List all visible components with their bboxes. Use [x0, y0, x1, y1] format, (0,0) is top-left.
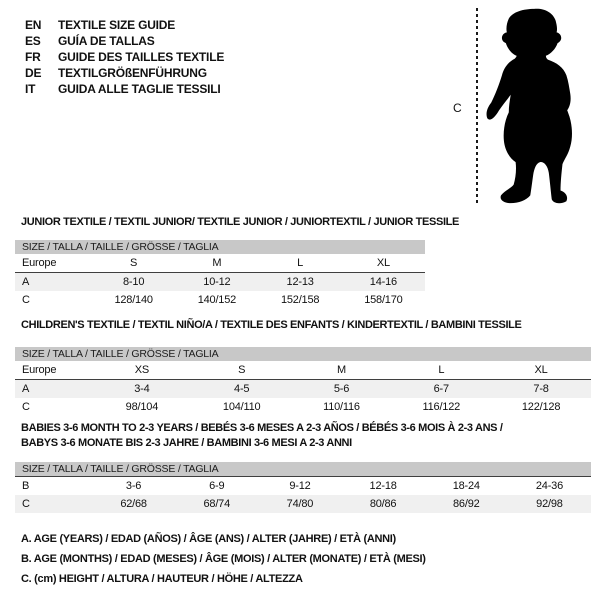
value-cell: 92/98	[536, 498, 563, 510]
value-cell: 4-5	[234, 383, 250, 395]
row-label: C	[22, 294, 30, 306]
language-code: IT	[25, 82, 36, 96]
value-cell: 9-12	[289, 480, 311, 492]
value-cell: 12-18	[369, 480, 397, 492]
table-row-height	[15, 495, 591, 513]
language-list	[25, 17, 224, 97]
children-table-title: CHILDREN'S TEXTILE / TEXTIL NIÑO/A / TEXTILE DES ENFANTS / KINDERTEXTIL / BAMBINI TESSILE	[21, 319, 522, 331]
language-row-de	[25, 65, 224, 81]
junior-table-title: JUNIOR TEXTILE / TEXTIL JUNIOR/ TEXTILE JUNIOR / JUNIORTEXTIL / JUNIOR TESSILE	[21, 216, 460, 228]
size-header-bar: SIZE / TALLA / TAILLE / GRÖSSE / TAGLIA	[15, 347, 591, 361]
value-cell: 14-16	[369, 276, 397, 288]
table-row-age	[15, 273, 425, 291]
guide-title-en: TEXTILE SIZE GUIDE	[58, 18, 176, 32]
guide-title-it: GUIDA ALLE TAGLIE TESSILI	[58, 82, 221, 96]
table-row-europe	[15, 361, 591, 380]
table-row-age-months	[15, 477, 591, 495]
height-measure-label: C	[453, 101, 462, 115]
value-cell: 3-6	[125, 480, 142, 492]
size-cell: S	[238, 364, 246, 376]
row-label: A	[22, 383, 30, 395]
value-cell: 7-8	[533, 383, 549, 395]
language-row-fr	[25, 49, 224, 65]
value-cell: 98/104	[125, 401, 159, 413]
value-cell: 80/86	[369, 498, 397, 510]
babies-table-title-line2: BABYS 3-6 MONATE BIS 2-3 JAHRE / BAMBINI 3-6 MESI A 2-3 ANNI	[21, 437, 352, 449]
height-measure-dotted-line	[476, 8, 478, 205]
value-cell: 116/122	[422, 401, 461, 413]
language-row-it	[25, 81, 224, 97]
baby-silhouette-icon	[482, 5, 600, 210]
value-cell: 12-13	[286, 276, 314, 288]
babies-size-table	[15, 462, 591, 513]
value-cell: 140/152	[197, 294, 237, 306]
size-cell: L	[438, 364, 445, 376]
language-row-en	[25, 17, 224, 33]
value-cell: 24-36	[535, 480, 564, 492]
footnote-b: B. AGE (MONTHS) / EDAD (MESES) / ÂGE (MOIS) / ALTER (MONATE) / ETÀ (MESI)	[21, 553, 426, 565]
value-cell: 110/116	[323, 401, 360, 413]
table-row-height	[15, 291, 425, 309]
value-cell: 8-10	[123, 276, 145, 288]
value-cell: 5-6	[333, 383, 350, 395]
babies-table-title	[21, 421, 503, 451]
junior-size-table	[15, 240, 425, 309]
footnote-a: A. AGE (YEARS) / EDAD (AÑOS) / ÂGE (ANS) / ALTER (JAHRE) / ETÀ (ANNI)	[21, 533, 396, 545]
value-cell: 68/74	[203, 498, 231, 510]
language-code: ES	[25, 34, 41, 48]
row-label: Europe	[22, 257, 57, 269]
legend-footnotes	[21, 529, 426, 589]
children-size-table	[15, 347, 591, 416]
value-cell: 158/170	[364, 294, 403, 306]
size-cell: XL	[534, 364, 548, 376]
size-cell: XL	[376, 257, 390, 269]
language-code: EN	[25, 18, 42, 32]
value-cell: 62/68	[120, 498, 147, 510]
size-cell: L	[297, 257, 304, 269]
size-cell: S	[130, 257, 138, 269]
value-cell: 122/128	[521, 401, 561, 413]
value-cell: 128/140	[114, 294, 153, 306]
row-label: Europe	[22, 364, 57, 376]
guide-title-de: TEXTILGRÖßENFÜHRUNG	[58, 66, 207, 80]
row-label: C	[22, 498, 30, 510]
table-row-europe	[15, 254, 425, 273]
row-label: A	[22, 276, 30, 288]
table-row-age	[15, 380, 591, 398]
language-row-es	[25, 33, 224, 49]
table-row-height	[15, 398, 591, 416]
value-cell: 74/80	[286, 498, 314, 510]
language-code: DE	[25, 66, 42, 80]
size-header-bar: SIZE / TALLA / TAILLE / GRÖSSE / TAGLIA	[15, 462, 591, 477]
language-code: FR	[25, 50, 41, 64]
size-header-bar: SIZE / TALLA / TAILLE / GRÖSSE / TAGLIA	[15, 240, 425, 254]
size-cell: M	[212, 257, 222, 269]
row-label: C	[22, 401, 30, 413]
row-label: B	[22, 480, 30, 492]
footnote-c: C. (cm) HEIGHT / ALTURA / HAUTEUR / HÖHE / ALTEZZA	[21, 573, 303, 585]
value-cell: 152/158	[280, 294, 320, 306]
size-cell: XS	[134, 364, 150, 376]
value-cell: 104/110	[222, 401, 261, 413]
size-cell: M	[337, 364, 346, 376]
value-cell: 3-4	[134, 383, 150, 395]
value-cell: 6-9	[209, 480, 225, 492]
value-cell: 18-24	[452, 480, 480, 492]
guide-title-fr: GUIDE DES TAILLES TEXTILE	[58, 50, 225, 64]
guide-title-es: GUÍA DE TALLAS	[58, 34, 155, 48]
value-cell: 86/92	[453, 498, 480, 510]
value-cell: 10-12	[203, 276, 231, 288]
babies-table-title-line1: BABIES 3-6 MONTH TO 2-3 YEARS / BEBÉS 3-6 MESES A 2-3 AÑOS / BÉBÉS 3-6 MOIS À 2-3 ANS /	[21, 422, 503, 434]
value-cell: 6-7	[433, 383, 449, 395]
